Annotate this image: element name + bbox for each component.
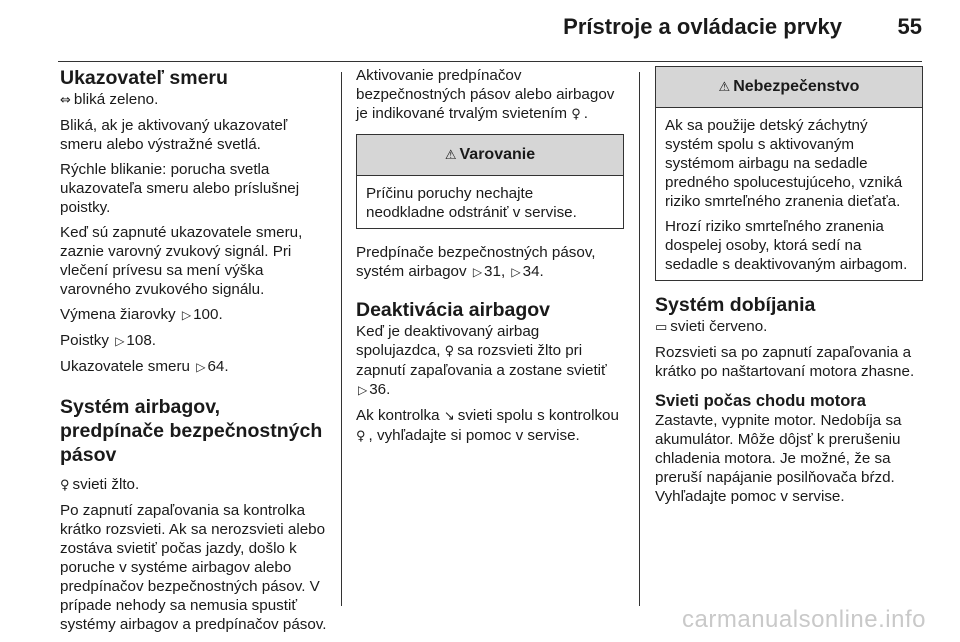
page-reference-icon: ▷ (358, 383, 368, 397)
page-link[interactable]: 100. (193, 306, 223, 323)
battery-icon: ▭ (655, 320, 668, 335)
column-divider (639, 72, 640, 606)
warning-triangle-icon: ⚠ (718, 80, 731, 95)
paragraph: Hrozí riziko smrteľného zranenia dospelej osoby, ktorá sedí na sedadle s deaktivovaným airbagom. (665, 218, 908, 273)
page-header (0, 0, 960, 62)
paragraph: Predpínače bezpečnostných pásov, systém airbagov ▷ 31, ▷ 34. (356, 244, 596, 280)
column-divider (341, 72, 342, 606)
paragraph: Rýchle blikanie: porucha svetla ukazovateľa smeru alebo príslušnej poistky. (60, 161, 300, 216)
paragraph: ♀ svieti žlto. (60, 476, 140, 493)
airbag-icon: ♀ (356, 429, 366, 444)
page-reference-icon: ▷ (181, 308, 192, 322)
heading-airbag-system: Systém airbagov, predpínače bezpečnostných pásov (60, 396, 323, 466)
paragraph: Keď je deaktivovaný airbag spolujazdca, ♀ sa rozsvieti žlto pri zapnutí zapaľovania a zostane svietiť ▷ 36. (356, 323, 607, 398)
danger-header: ⚠ Nebezpečenstvo (656, 67, 922, 108)
paragraph: Poistky ▷ 108. (60, 332, 156, 349)
turn-signal-icon: ⇔ (60, 93, 71, 108)
page-number: 55 (897, 14, 922, 39)
danger-box (655, 66, 923, 281)
page-link[interactable]: 36. (369, 381, 391, 398)
heading-charging-system: Systém dobíjania (655, 294, 816, 316)
danger-body (656, 108, 922, 280)
subheading-engine-running: Svieti počas chodu motora (655, 392, 866, 410)
column-left (60, 66, 328, 640)
page-reference-icon: ▷ (115, 334, 125, 348)
paragraph: Ak kontrolka ↘ svieti spolu s kontrolkou ♀ , vyhľadajte si pomoc v servise. (356, 407, 619, 444)
page-link[interactable]: 108. (126, 332, 156, 349)
airbag-icon: ♀ (571, 107, 581, 122)
header-rule (58, 61, 922, 62)
section-title: Prístroje a ovládacie prvky (563, 14, 842, 39)
paragraph: ⇔ bliká zeleno. (60, 91, 159, 108)
page-link[interactable]: 34. (522, 263, 544, 280)
page-link[interactable]: 64. (207, 358, 229, 375)
seatbelt-icon: ↘ (443, 409, 455, 424)
heading-airbag-deactivation: Deaktivácia airbagov (356, 299, 551, 321)
paragraph: Ak sa použije detský záchytný systém spolu s aktivovaným systémom airbagu na sedadle predného spolucestujúceho, vzniká riziko smrteľného zranenia dieťaťa. (665, 117, 903, 210)
page-link[interactable]: 31, (484, 263, 506, 280)
paragraph: Rozsvieti sa po zapnutí zapaľovania a krátko po naštartovaní motora zhasne. (655, 344, 915, 380)
warning-box (356, 134, 624, 229)
page-reference-icon: ▷ (472, 265, 483, 279)
column-right (655, 66, 923, 512)
warning-header: ⚠ Varovanie (357, 135, 623, 176)
airbag-off-icon: ♀ (444, 344, 455, 359)
page-reference-icon: ▷ (511, 265, 521, 279)
page-reference-icon: ▷ (196, 360, 206, 374)
warning-body: Príčinu poruchy nechajte neodkladne odstrániť v servise. (366, 185, 577, 221)
watermark: carmanualsonline.info (682, 606, 926, 633)
paragraph: Keď sú zapnuté ukazovatele smeru, zaznie varovný zvukový signál. Pri vlečení prívesu sa mení výška varovného zvukového signálu. (60, 224, 303, 298)
paragraph: Ukazovatele smeru ▷ 64. (60, 358, 229, 375)
paragraph: Aktivovanie predpínačov bezpečnostných pásov alebo airbagov je indikované trvalým svietením ♀ . (356, 67, 615, 122)
paragraph: Zastavte, vypnite motor. Nedobíja sa akumulátor. Môže dôjsť k prerušeniu chladenia motora. Je možné, že sa preruší napájanie posilňovača bŕzd. Vyhľadajte pomoc v servise. (655, 412, 902, 505)
column-middle (356, 66, 624, 452)
airbag-icon: ♀ (60, 478, 70, 493)
heading-turn-signal: Ukazovateľ smeru (60, 67, 228, 89)
warning-triangle-icon: ⚠ (444, 148, 457, 163)
paragraph: Po zapnutí zapaľovania sa kontrolka krátko rozsvieti. Ak sa nerozsvieti alebo zostáva svietiť počas jazdy, došlo k poruche v systéme airbagov alebo predpínačov bezpečnostných pásov. V prípade nehody sa nemusia spustiť systémy airbagov a predpínačov pásov. (60, 502, 327, 633)
paragraph: ▭ svieti červeno. (655, 318, 768, 335)
paragraph: Výmena žiarovky ▷ 100. (60, 306, 223, 323)
paragraph: Bliká, ak je aktivovaný ukazovateľ smeru alebo výstražné svetlá. (60, 117, 288, 153)
